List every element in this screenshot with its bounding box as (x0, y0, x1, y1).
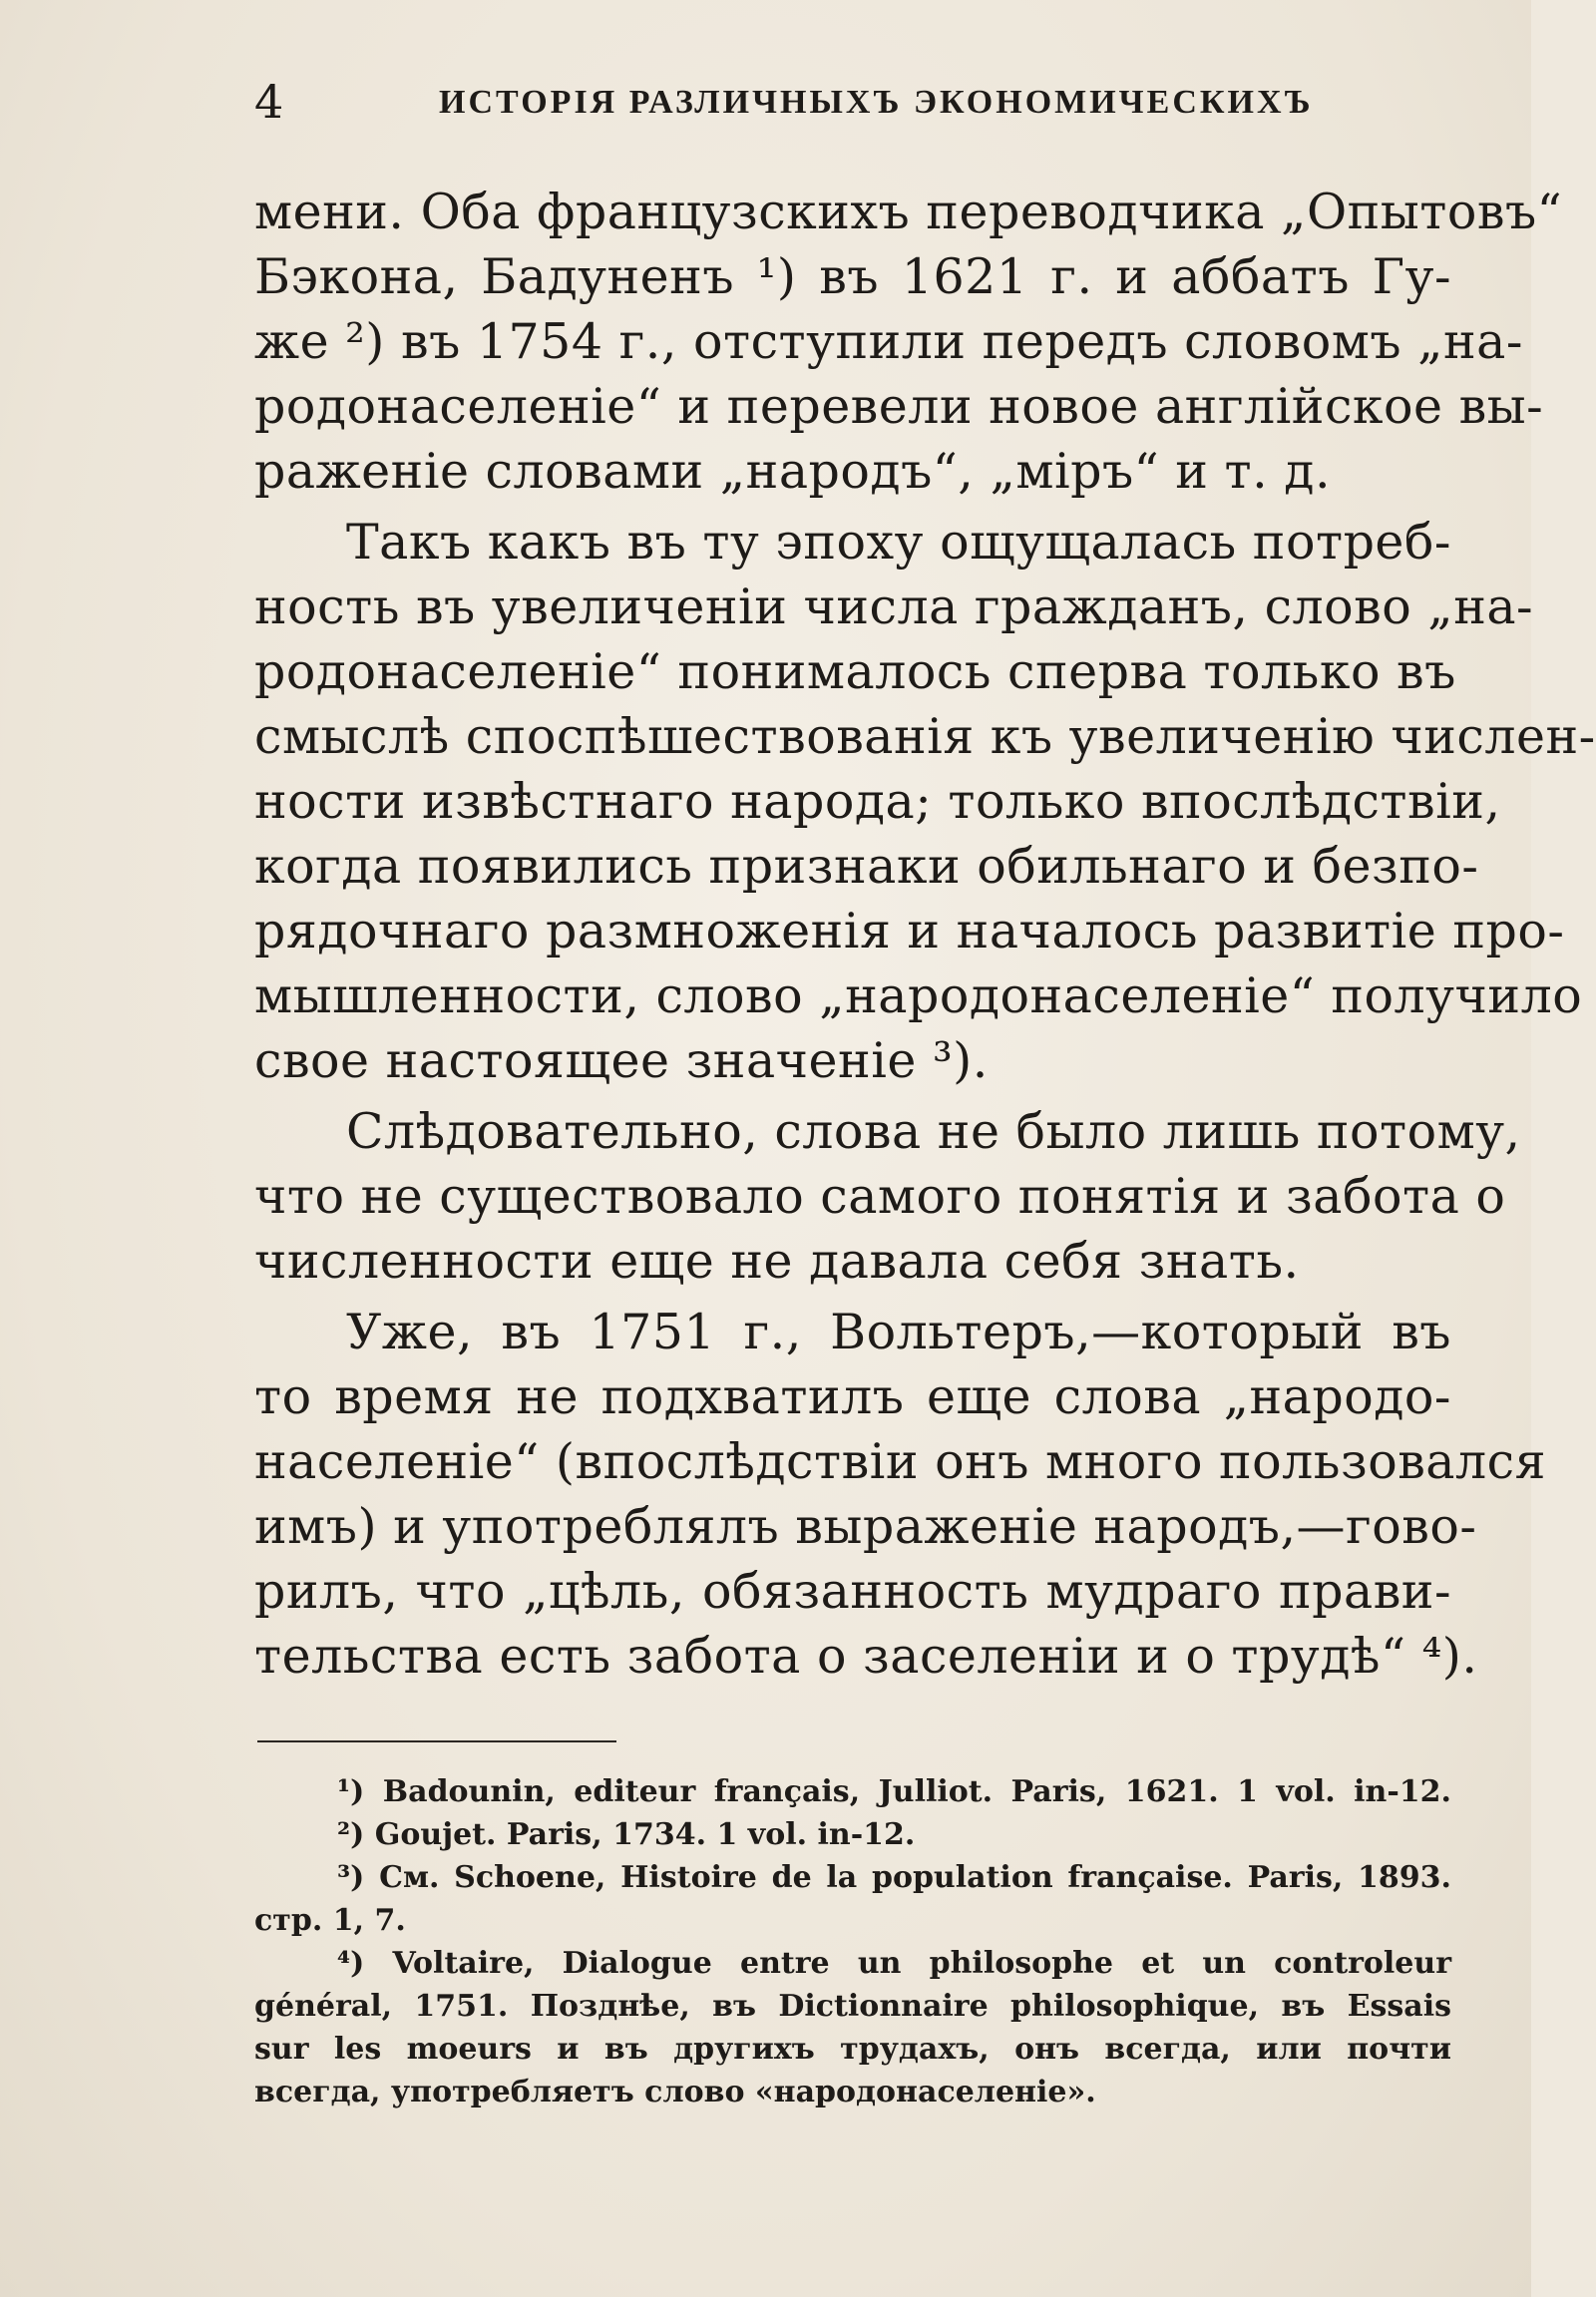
main-text (254, 180, 1596, 1689)
text-line: численности еще не давала себя знать. (254, 1233, 1300, 1290)
text-line: свое настоящее значеніе ³). (254, 1032, 989, 1089)
text-line: родонаселеніе“ понималось сперва только въ (254, 643, 1456, 700)
text-line: мени. Оба французскихъ переводчика „Опытовъ“ (254, 184, 1563, 240)
text-line: мышленности, слово „народонаселеніе“ получило (254, 967, 1583, 1024)
text-line: рилъ, что „цѣль, обязанность мудраго прави- (254, 1563, 1451, 1620)
text-line: же ²) въ 1754 г., отступили передъ словомъ „на- (254, 313, 1523, 370)
page-number: 4 (254, 75, 284, 129)
text-line: Слѣдовательно, слова не было лишь потому, (346, 1103, 1521, 1160)
text-line: ности извѣстнаго народа; только впослѣдствіи, (254, 773, 1501, 830)
page-header (254, 72, 1451, 132)
text-line: когда появились признаки обильнаго и безпо- (254, 838, 1479, 895)
text-line: Уже, въ 1751 г., Вольтеръ,—который въ (346, 1304, 1451, 1360)
text-line: имъ) и употреблялъ выраженіе народъ,—гово- (254, 1498, 1477, 1555)
footnote-line: sur les moeurs и въ другихъ трудахъ, онъ всегда, или почти (254, 2032, 1451, 2067)
footnote-line: ³) См. Schoene, Histoire de la population française. Paris, 1893. (337, 1860, 1451, 1895)
footnote-line: стр. 1, 7. (254, 1903, 406, 1938)
text-line: родонаселеніе“ и перевели новое англійское вы- (254, 378, 1544, 435)
text-line: рядочнаго размноженія и началось развитіе про- (254, 903, 1565, 959)
text-line: ность въ увеличеніи числа гражданъ, слово „на- (254, 578, 1534, 635)
text-line: то время не подхватилъ еще слова „народо- (254, 1368, 1451, 1425)
running-head: ИСТОРІЯ РАЗЛИЧНЫХЪ ЭКОНОМИЧЕСКИХЪ (439, 84, 1314, 121)
text-line: Бэкона, Бадуненъ ¹) въ 1621 г. и аббатъ Гу- (254, 248, 1451, 305)
text-line: смыслѣ споспѣшествованія къ увеличенію числен- (254, 708, 1596, 765)
text-line: что не существовало самого понятія и забота о (254, 1168, 1506, 1225)
text-line: населеніе“ (впослѣдствіи онъ много пользовался (254, 1433, 1546, 1490)
footnotes (254, 1770, 1451, 2113)
footnote-divider (257, 1740, 616, 1742)
text-line: тельства есть забота о заселеніи и о трудѣ“ ⁴). (254, 1628, 1478, 1685)
text-line: Такъ какъ въ ту эпоху ощущалась потреб- (346, 514, 1451, 571)
footnote-line: ²) Goujet. Paris, 1734. 1 vol. in-12. (337, 1817, 916, 1852)
footnote-line: всегда, употребляетъ слово «народонаселеніе». (254, 2075, 1096, 2109)
footnote-line: ⁴) Voltaire, Dialogue entre un philosophe et un controleur (337, 1946, 1451, 1981)
footnote-line: ¹) Badounin, editeur français, Julliot. Paris, 1621. 1 vol. in-12. (337, 1774, 1451, 1809)
text-line: раженіе словами „народъ“, „міръ“ и т. д. (254, 443, 1332, 500)
footnote-line: général, 1751. Позднѣе, въ Dictionnaire philosophique, въ Essais (254, 1989, 1451, 2024)
